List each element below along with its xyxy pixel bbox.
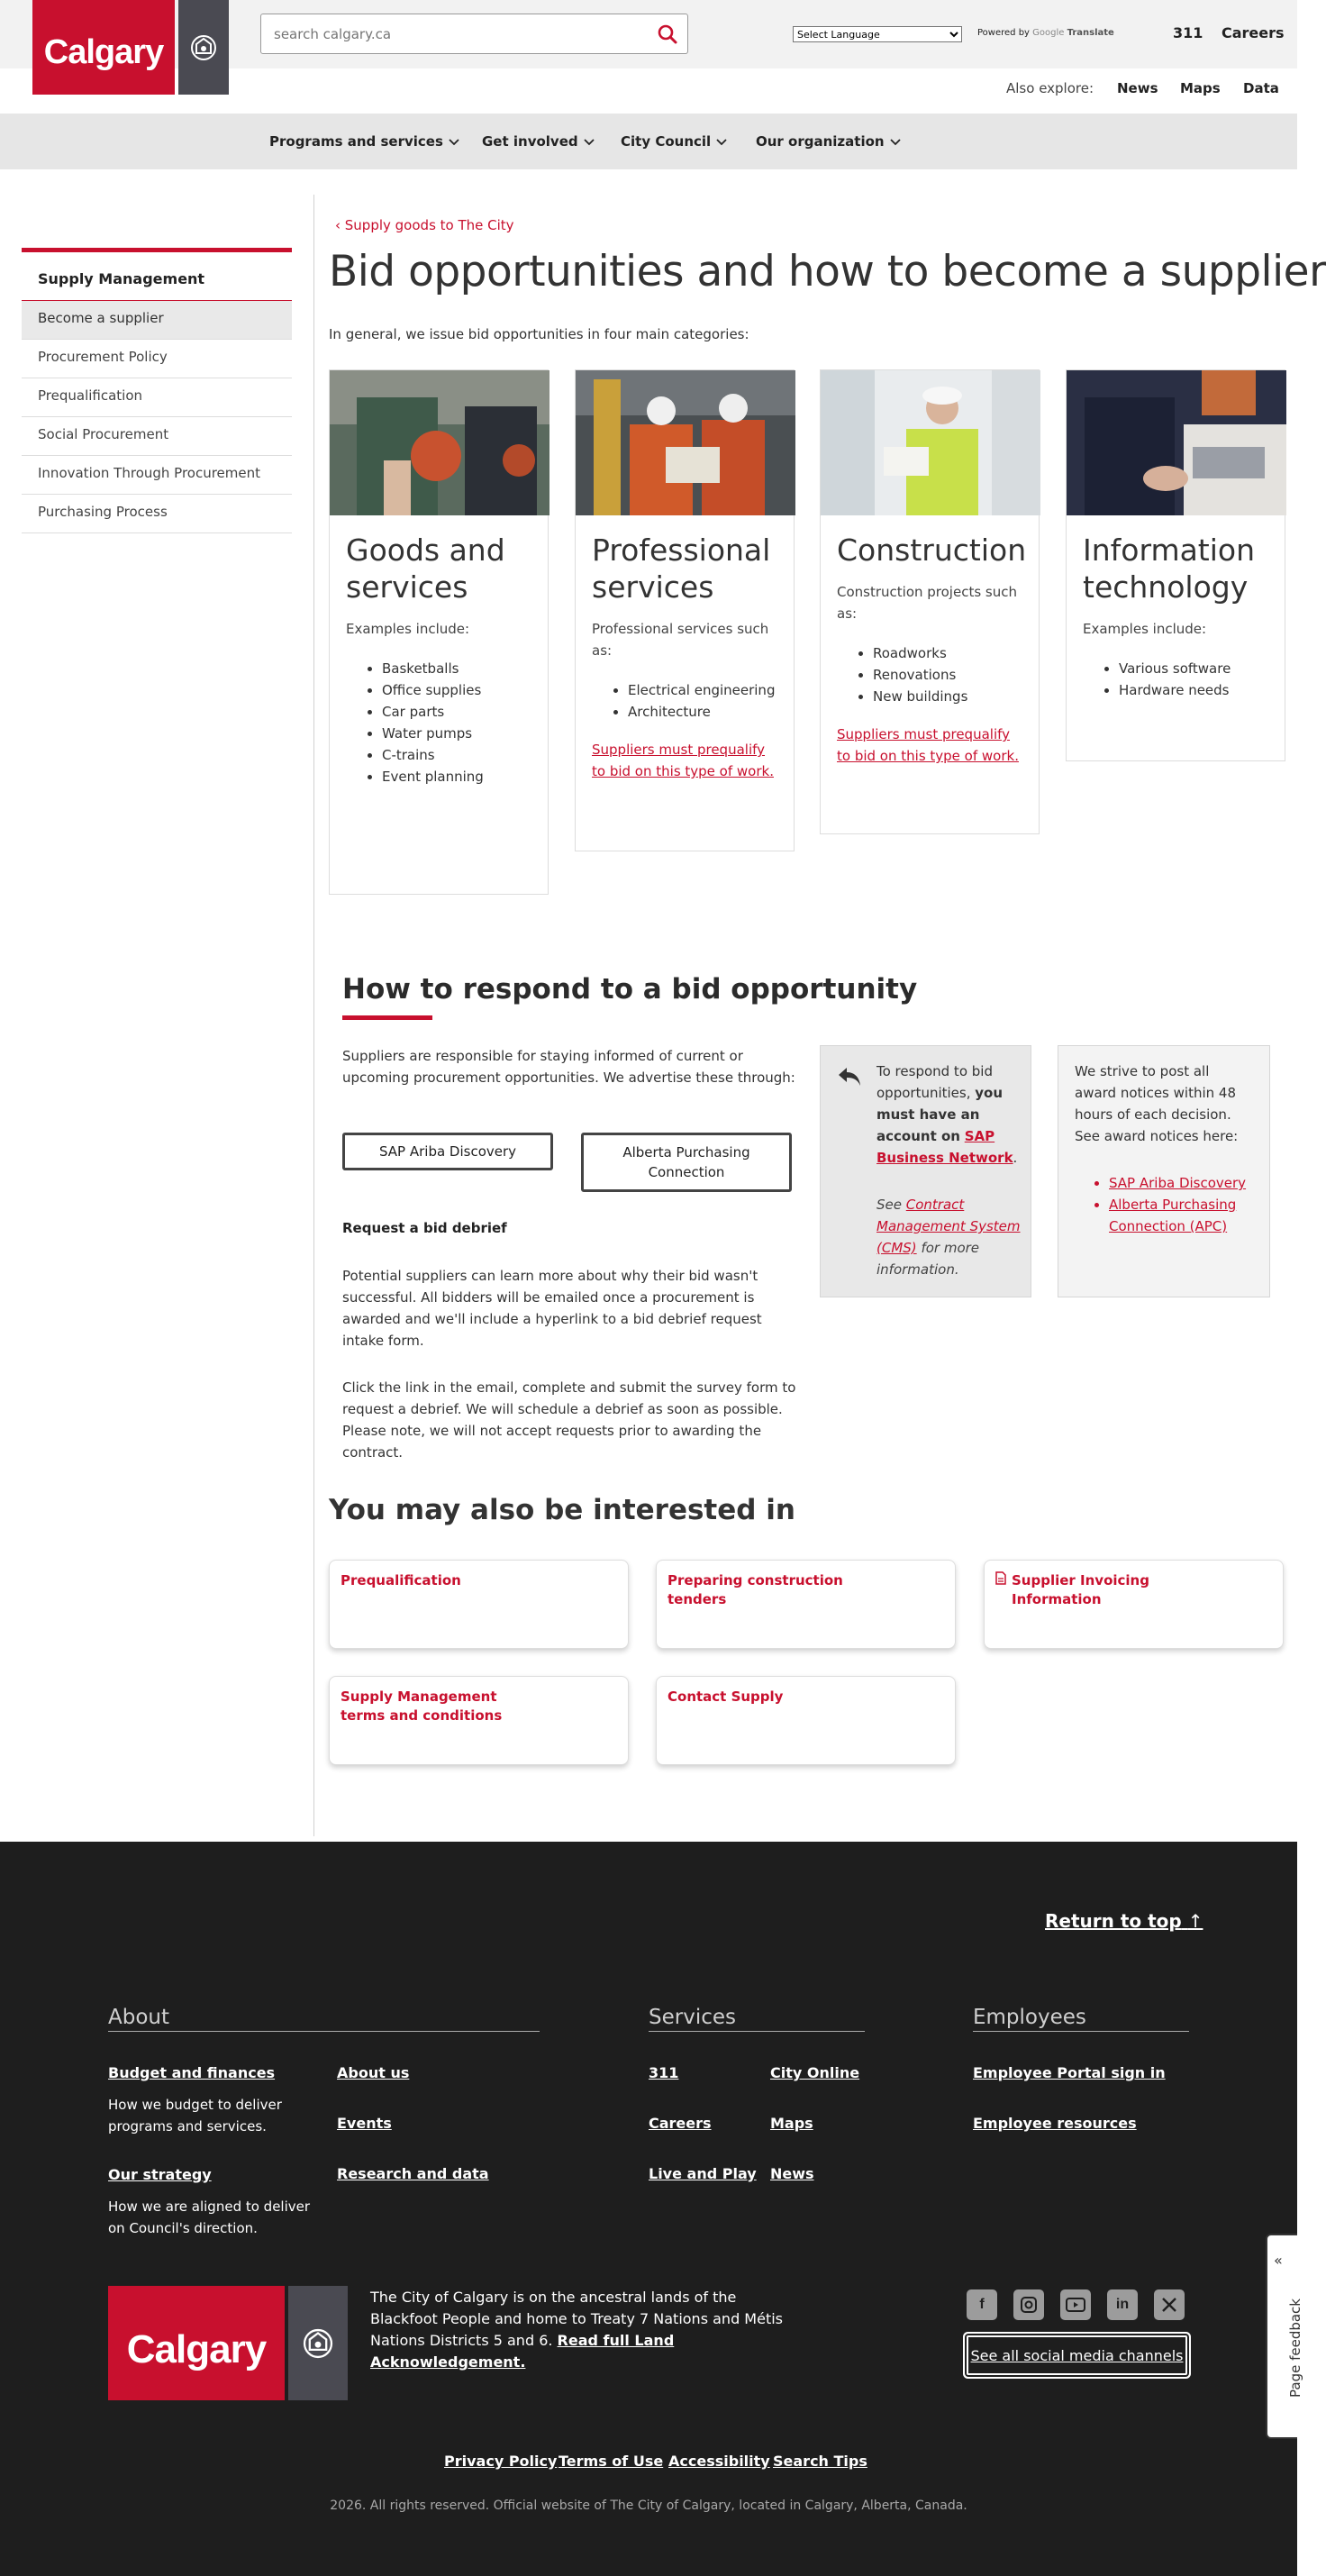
debrief-heading: Request a bid debrief — [342, 1220, 507, 1236]
google-translate-credit: Powered by Google Translate — [977, 28, 1114, 38]
footer-employee-resources-link[interactable]: Employee resources — [973, 2115, 1137, 2132]
search-tips-link[interactable]: Search Tips — [773, 2453, 867, 2470]
logo-wordmark: Calgary — [32, 0, 175, 95]
apc-button[interactable]: Alberta Purchasing Connection — [581, 1133, 792, 1192]
see-all-social-button[interactable]: See all social media channels — [967, 2335, 1187, 2375]
link-careers[interactable]: Careers — [1222, 24, 1285, 41]
list-item: • Various software — [1119, 658, 1268, 679]
footer-calgary-logo[interactable] — [108, 2286, 348, 2400]
card-text: Construction projects such as: — [837, 584, 1017, 622]
land-acknowledgement-link[interactable]: Read full Land Acknowledgement. — [370, 2332, 675, 2371]
related-card-construction-tenders[interactable] — [656, 1560, 956, 1649]
link-311[interactable]: 311 — [1173, 24, 1203, 41]
breadcrumb[interactable]: ‹ Supply goods to The City — [335, 217, 514, 233]
sidebar-item-procurement-policy[interactable]: Procurement Policy — [22, 340, 292, 378]
debrief-paragraph: Potential suppliers can learn more about why their bid wasn't successful. All bidders will be emailed once a procurement is awarded and we'll include a hyperlink to a bid debrief request intake form. — [342, 1268, 762, 1349]
card-list — [1067, 640, 1285, 701]
footer-careers-link[interactable]: Careers — [649, 2115, 712, 2132]
search-icon[interactable] — [657, 23, 678, 49]
crest-icon — [288, 2286, 348, 2400]
content-divider — [313, 195, 314, 1836]
related-card-prequalification[interactable] — [329, 1560, 629, 1649]
footer-live-play-link[interactable]: Live and Play — [649, 2165, 757, 2182]
sap-business-network-link[interactable]: SAP Business Network — [876, 1128, 1013, 1166]
list-item: • Renovations — [873, 664, 1022, 686]
heading-accent-bar — [342, 1015, 432, 1020]
footer-budget-desc: How we budget to deliver programs and services. — [108, 2097, 282, 2135]
category-card-construction — [820, 369, 1040, 834]
list-item: • Water pumps — [382, 723, 531, 744]
nav-our-organization[interactable]: Our organization — [756, 133, 901, 150]
apc-award-link[interactable]: Alberta Purchasing Connection (APC) — [1109, 1197, 1237, 1234]
sidebar-item-innovation[interactable]: Innovation Through Procurement — [22, 456, 292, 495]
section-sidebar — [22, 248, 292, 533]
nav-city-council[interactable]: City Council — [621, 133, 727, 150]
copyright: 2026. All rights reserved. Official website of The City of Calgary, located in Calgary, Alberta, Canada. — [330, 2499, 967, 2513]
arrow-up-icon: ↑ — [1187, 1910, 1203, 1932]
list-item: • New buildings — [873, 686, 1022, 707]
footer-budget-link[interactable]: Budget and finances — [108, 2064, 276, 2081]
list-item: • Event planning — [382, 766, 531, 787]
terms-of-use-link[interactable]: Terms of Use — [559, 2453, 664, 2470]
also-explore-bar — [0, 80, 1297, 100]
card-list — [330, 640, 548, 787]
footer-maps-link[interactable]: Maps — [770, 2115, 813, 2132]
reply-arrow-icon — [837, 1066, 862, 1091]
related-heading: You may also be interested in — [329, 1494, 795, 1526]
footer-about-us-link[interactable]: About us — [337, 2064, 410, 2081]
site-footer — [0, 1842, 1297, 2576]
list-item: • Roadworks — [873, 642, 1022, 664]
chevron-down-icon — [449, 133, 459, 150]
linkedin-icon[interactable]: in — [1107, 2289, 1138, 2320]
card-text: Professional services such as: — [592, 621, 769, 659]
page-feedback-tab[interactable] — [1266, 2234, 1303, 2439]
construction-photo — [821, 370, 1039, 515]
debrief-paragraph: Click the link in the email, complete and submit the survey form to request a debrief. We will schedule a debrief as soon as possible. Please note, we will not accept requests prior to awarding the contract. — [342, 1379, 796, 1461]
explore-data-link[interactable]: Data — [1243, 80, 1279, 96]
social-icons — [967, 2289, 1185, 2320]
account-callout — [820, 1045, 1031, 1297]
category-card-professional — [575, 369, 795, 851]
x-twitter-icon[interactable] — [1154, 2289, 1185, 2320]
card-list — [821, 624, 1039, 707]
related-link[interactable]: Preparing construction tenders — [668, 1572, 843, 1607]
explore-maps-link[interactable]: Maps — [1180, 80, 1221, 96]
award-notices-callout — [1058, 1045, 1270, 1297]
sidebar-item-prequalification[interactable]: Prequalification — [22, 378, 292, 417]
footer-employee-portal-link[interactable]: Employee Portal sign in — [973, 2064, 1166, 2081]
nav-get-involved[interactable]: Get involved — [482, 133, 595, 150]
related-link[interactable]: Contact Supply — [668, 1689, 784, 1705]
land-acknowledgement: The City of Calgary is on the ancestral lands of the Blackfoot People and home to Treaty 7 Nations and Métis Nations Districts 5 and 6. Read full Land Acknowledgement. — [370, 2289, 784, 2371]
double-chevron-left-icon: « — [1274, 2252, 1283, 2269]
related-card-terms[interactable] — [329, 1676, 629, 1765]
footer-research-link[interactable]: Research and data — [337, 2165, 489, 2182]
list-item: • Car parts — [382, 701, 531, 723]
card-title: Construction — [837, 532, 1027, 568]
footer-strategy-link[interactable]: Our strategy — [108, 2166, 212, 2183]
chevron-down-icon — [584, 133, 595, 150]
page-title: Bid opportunities and how to become a supplier — [329, 247, 1326, 296]
footer-about-heading: About — [108, 2006, 540, 2032]
logo-wordmark: Calgary — [108, 2286, 285, 2400]
related-card-contact-supply[interactable] — [656, 1676, 956, 1765]
list-item: • Architecture — [628, 701, 777, 723]
footer-events-link[interactable]: Events — [337, 2115, 392, 2132]
callout-note: See Contract Management System (CMS) for more information. — [876, 1197, 1021, 1278]
footer-services-heading: Services — [649, 2006, 865, 2032]
card-title: Professional services — [592, 532, 771, 605]
sap-ariba-button[interactable]: SAP Ariba Discovery — [342, 1133, 553, 1170]
related-link[interactable]: Prequalification — [341, 1572, 461, 1588]
card-list — [576, 661, 794, 723]
sidebar-item-purchasing-process[interactable]: Purchasing Process — [22, 495, 292, 533]
category-card-goods — [329, 369, 549, 895]
page-feedback-label: Page feedback — [1287, 2298, 1303, 2398]
nav-programs-and-services[interactable]: Programs and services — [269, 133, 459, 150]
facebook-icon[interactable]: f — [967, 2289, 997, 2320]
search-box[interactable] — [260, 14, 688, 54]
list-item: • Electrical engineering — [628, 679, 777, 701]
cms-link[interactable]: Contract Management System (CMS) — [876, 1197, 1021, 1256]
callout-text: To respond to bid opportunities, you must have an account on SAP Business Network. — [876, 1063, 1018, 1166]
respond-text: Suppliers are responsible for staying informed of current or upcoming procurement opportunities. We advertise these through: — [342, 1048, 795, 1086]
footer-strategy-desc: How we are aligned to deliver on Council's direction. — [108, 2198, 311, 2236]
list-item: • Hardware needs — [1119, 679, 1268, 701]
list-item: • C-trains — [382, 744, 531, 766]
related-card-supplier-invoicing[interactable] — [984, 1560, 1284, 1649]
privacy-policy-link[interactable]: Privacy Policy — [444, 2453, 558, 2470]
search-input[interactable] — [274, 23, 634, 45]
sidebar-item-social-procurement[interactable]: Social Procurement — [22, 417, 292, 456]
sidebar-item-become-a-supplier[interactable]: Become a supplier — [22, 301, 292, 340]
footer-news-link[interactable]: News — [770, 2165, 814, 2182]
main-navigation — [0, 114, 1297, 169]
instagram-icon[interactable] — [1013, 2289, 1044, 2320]
youtube-icon[interactable] — [1060, 2289, 1091, 2320]
sidebar-title[interactable]: Supply Management — [22, 252, 292, 301]
language-select[interactable] — [793, 26, 962, 42]
prequalify-link[interactable]: Suppliers must prequalify to bid on this type of work. — [592, 742, 774, 779]
prequalify-link[interactable]: Suppliers must prequalify to bid on this type of work. — [837, 726, 1019, 764]
card-title: Goods and services — [346, 532, 505, 605]
goods-photo — [330, 370, 548, 515]
it-photo — [1067, 370, 1285, 515]
award-links — [1109, 1172, 1262, 1237]
card-text: Examples include: — [346, 621, 470, 637]
chevron-down-icon — [716, 133, 727, 150]
intro-text: In general, we issue bid opportunities in four main categories: — [329, 326, 749, 342]
list-item: • Office supplies — [382, 679, 531, 701]
related-link[interactable]: Supplier Invoicing Information — [995, 1571, 1194, 1609]
category-card-it — [1066, 369, 1285, 761]
card-title: Information technology — [1083, 532, 1256, 605]
return-to-top-link[interactable]: Return to top ↑ — [1045, 1910, 1203, 1932]
list-item: • Basketballs — [382, 658, 531, 679]
footer-city-online-link[interactable]: City Online — [770, 2064, 860, 2081]
related-link[interactable]: Supply Management terms and conditions — [341, 1689, 503, 1724]
card-text: Examples include: — [1083, 621, 1207, 637]
callout-text: We strive to post all award notices within 48 hours of each decision. See award notices here: — [1075, 1063, 1239, 1144]
footer-311-link[interactable]: 311 — [649, 2064, 679, 2081]
chevron-down-icon — [890, 133, 901, 150]
accessibility-link[interactable]: Accessibility — [668, 2453, 770, 2470]
explore-news-link[interactable]: News — [1117, 80, 1158, 96]
footer-employees-heading: Employees — [973, 2006, 1189, 2032]
ariba-award-link[interactable]: SAP Ariba Discovery — [1109, 1175, 1247, 1191]
also-explore-label: Also explore: — [1006, 80, 1094, 96]
pdf-icon — [995, 1571, 1006, 1609]
respond-heading: How to respond to a bid opportunity — [342, 973, 918, 1006]
professional-photo — [576, 370, 794, 515]
